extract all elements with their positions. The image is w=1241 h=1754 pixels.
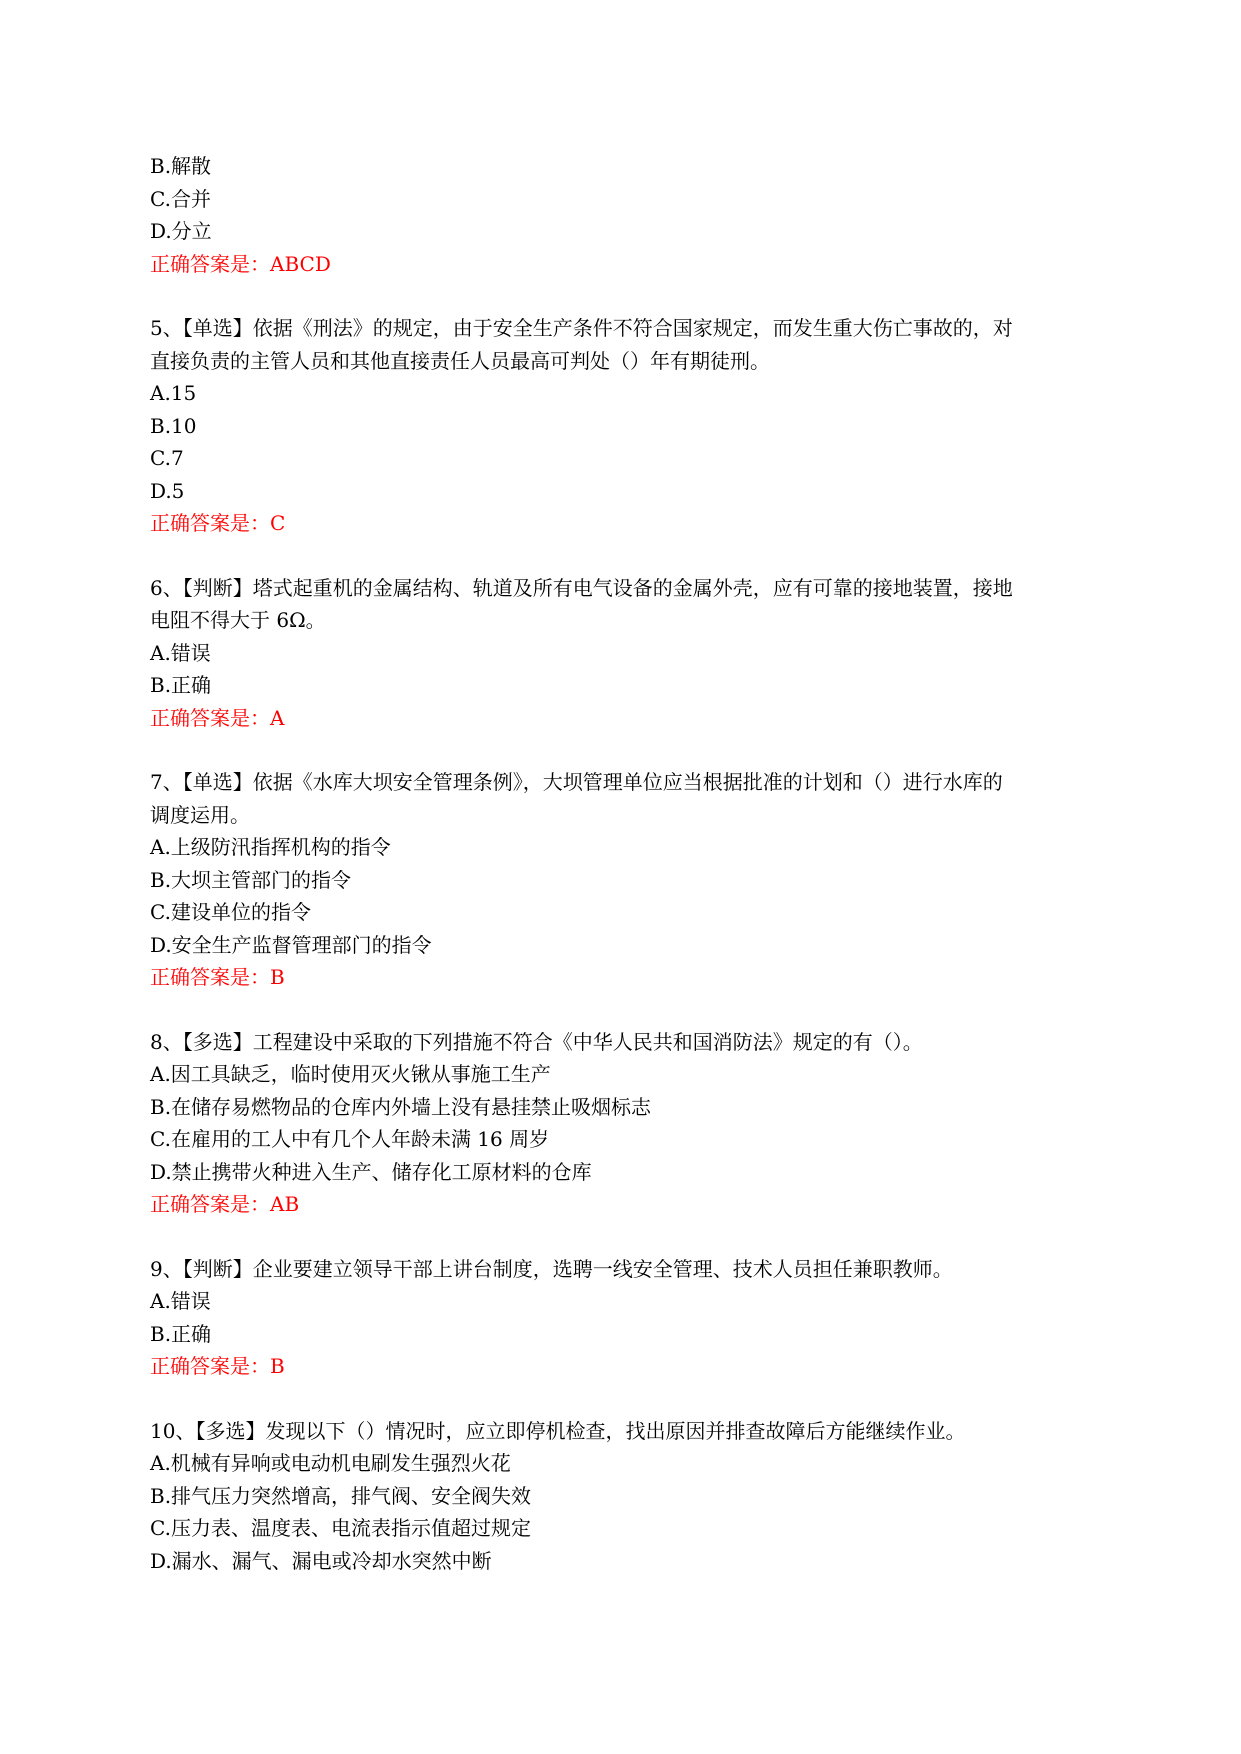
- option-a: A.机械有异响或电动机电刷发生强烈火花: [150, 1451, 511, 1475]
- option-d: D.安全生产监督管理部门的指令: [150, 932, 432, 957]
- option-a: A.错误: [150, 640, 211, 665]
- spacer: [150, 280, 1095, 312]
- correct-answer: 正确答案是：A: [150, 705, 285, 730]
- question-6: [150, 572, 1095, 735]
- option-b: B.在储存易燃物品的仓库内外墙上没有悬挂禁止吸烟标志: [150, 1094, 652, 1119]
- option-c: C.7: [150, 446, 184, 470]
- spacer: [150, 540, 1095, 572]
- question-stem: 7、【单选】依据《水库大坝安全管理条例》，大坝管理单位应当根据批准的计划和（）进行水库的: [150, 770, 1003, 794]
- question-5: [150, 312, 1095, 540]
- option-b: B.正确: [150, 673, 212, 697]
- option-a: A.上级防汛指挥机构的指令: [150, 835, 391, 859]
- question-stem: 10、【多选】发现以下（）情况时，应立即停机检查，找出原因并排查故障后方能继续作业。: [150, 1418, 966, 1443]
- question-9: [150, 1253, 1095, 1383]
- question-stem: 电阻不得大于 6Ω。: [150, 608, 326, 632]
- correct-answer: 正确答案是：B: [150, 965, 285, 989]
- question-10: [150, 1415, 1095, 1578]
- option-b: B.正确: [150, 1321, 212, 1346]
- spacer: [150, 994, 1095, 1026]
- spacer: [150, 734, 1095, 766]
- question-7: [150, 766, 1095, 994]
- option-c: C.压力表、温度表、电流表指示值超过规定: [150, 1516, 531, 1540]
- option-b: B.排气压力突然增高，排气阀、安全阀失效: [150, 1483, 532, 1508]
- question-stem: 直接负责的主管人员和其他直接责任人员最高可判处（）年有期徒刑。: [150, 348, 770, 373]
- option-c: C.在雇用的工人中有几个人年龄未满 16 周岁: [150, 1127, 550, 1151]
- correct-answer: 正确答案是：AB: [150, 1192, 300, 1216]
- option-d: D.5: [150, 478, 185, 503]
- option-a: A.因工具缺乏，临时使用灭火锹从事施工生产: [150, 1062, 551, 1086]
- option-c: C.合并: [150, 186, 211, 211]
- option-a: A.错误: [150, 1289, 211, 1313]
- option-b: B.10: [150, 413, 197, 438]
- question-stem: 6、【判断】塔式起重机的金属结构、轨道及所有电气设备的金属外壳，应有可靠的接地装置，接地: [150, 575, 1013, 600]
- spacer: [150, 1221, 1095, 1253]
- option-d: D.禁止携带火种进入生产、储存化工原材料的仓库: [150, 1159, 592, 1184]
- correct-answer: 正确答案是：C: [150, 511, 286, 535]
- question-stem: 9、【判断】企业要建立领导干部上讲台制度，选聘一线安全管理、技术人员担任兼职教师。: [150, 1256, 953, 1281]
- document-page: [150, 150, 1095, 1577]
- question-stem: 调度运用。: [150, 802, 250, 827]
- question-stem: 5、【单选】依据《刑法》的规定，由于安全生产条件不符合国家规定，而发生重大伤亡事故的，对: [150, 316, 1013, 340]
- correct-answer: 正确答案是：ABCD: [150, 251, 331, 276]
- option-d: D.分立: [150, 219, 212, 243]
- option-b: B.大坝主管部门的指令: [150, 867, 352, 892]
- question-stem: 8、【多选】工程建设中采取的下列措施不符合《中华人民共和国消防法》规定的有（）。: [150, 1029, 923, 1054]
- option-d: D.漏水、漏气、漏电或冷却水突然中断: [150, 1548, 492, 1573]
- option-c: C.建设单位的指令: [150, 900, 311, 924]
- spacer: [150, 1383, 1095, 1415]
- option-b: B.解散: [150, 154, 212, 178]
- question-8: [150, 1026, 1095, 1221]
- correct-answer: 正确答案是：B: [150, 1354, 285, 1378]
- option-a: A.15: [150, 381, 197, 405]
- question-carryover: [150, 150, 1095, 280]
